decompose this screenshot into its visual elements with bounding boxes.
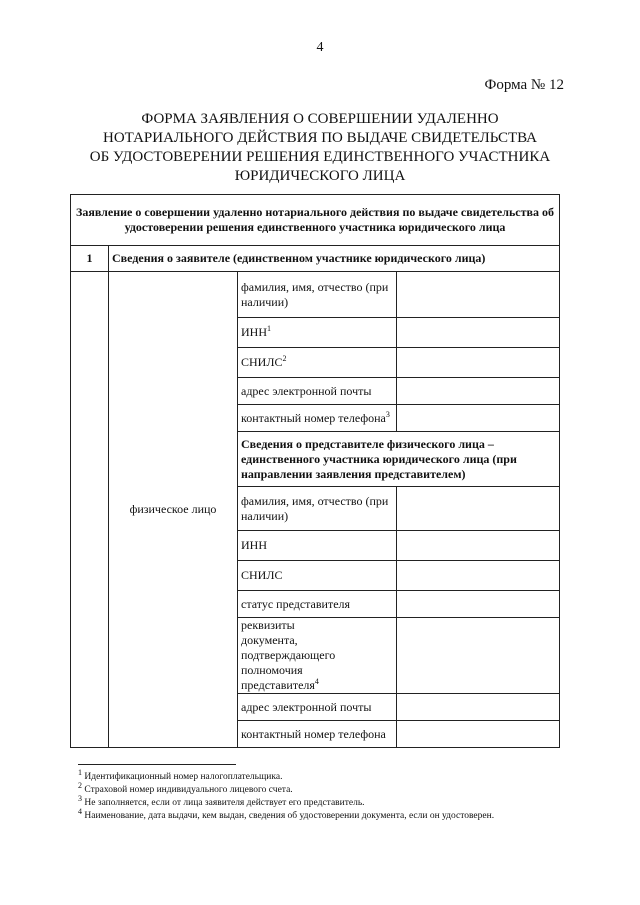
field-label: фамилия, имя, отчество (при наличии) bbox=[238, 272, 397, 318]
table-header: Заявление о совершении удаленно нотариального действия по выдаче свидетельства об удостоверении решения единственного участника юридического лица bbox=[71, 195, 560, 246]
section-row bbox=[71, 246, 560, 272]
empty-number-cell bbox=[71, 272, 109, 748]
field-label: СНИЛС bbox=[238, 561, 397, 591]
table-header-row bbox=[71, 195, 560, 246]
field-label: контактный номер телефона$^3$ bbox=[238, 405, 397, 432]
section-number: 1 bbox=[71, 246, 109, 272]
field-label: контактный номер телефона bbox=[238, 721, 397, 748]
row-label-physical-person: физическое лицо bbox=[109, 272, 238, 748]
footnote: $^4$ Наименование, дата выдачи, кем выдан, сведения об удостоверении документа, если он удостоверен. bbox=[78, 806, 495, 821]
title-line: ОБ УДОСТОВЕРЕНИИ РЕШЕНИЯ ЕДИНСТВЕННОГО УЧАСТНИКА bbox=[89, 149, 551, 165]
field-value-cell[interactable] bbox=[397, 487, 560, 531]
footnote-divider bbox=[78, 764, 236, 765]
field-label: реквизиты документа, подтверждающего полномочия представителя$^4$ bbox=[238, 618, 397, 694]
field-value-cell[interactable] bbox=[397, 531, 560, 561]
field-value-cell[interactable] bbox=[397, 405, 560, 432]
title-line: ЮРИДИЧЕСКОГО ЛИЦА bbox=[234, 168, 406, 184]
field-value-cell[interactable] bbox=[397, 318, 560, 348]
document-title bbox=[60, 110, 580, 186]
field-value-cell[interactable] bbox=[397, 378, 560, 405]
field-value-cell[interactable] bbox=[397, 561, 560, 591]
field-label: статус представителя bbox=[238, 591, 397, 618]
field-label: адрес электронной почты bbox=[238, 694, 397, 721]
footnote: $^2$ Страховой номер индивидуального лицевого счета. bbox=[78, 780, 293, 795]
representative-section-title: Сведения о представителе физического лица – единственного участника юридического лица (при направлении заявления представителем) bbox=[238, 432, 560, 487]
field-value-cell[interactable] bbox=[397, 272, 560, 318]
field-value-cell[interactable] bbox=[397, 721, 560, 748]
title-line: ФОРМА ЗАЯВЛЕНИЯ О СОВЕРШЕНИИ УДАЛЕННО bbox=[141, 111, 499, 127]
field-label: ИНН bbox=[238, 531, 397, 561]
field-value-cell[interactable] bbox=[397, 694, 560, 721]
field-label: ИНН$^1$ bbox=[238, 318, 397, 348]
field-label: СНИЛС$^2$ bbox=[238, 348, 397, 378]
section-title: Сведения о заявителе (единственном участнике юридического лица) bbox=[109, 246, 560, 272]
field-value-cell[interactable] bbox=[397, 348, 560, 378]
field-label: адрес электронной почты bbox=[238, 378, 397, 405]
footnote: $^3$ Не заполняется, если от лица заявителя действует его представитель. bbox=[78, 793, 365, 808]
footnote: $^1$ Идентификационный номер налогоплательщика. bbox=[78, 767, 283, 782]
page-number: 4 bbox=[316, 40, 324, 55]
form-number: Форма № 12 bbox=[484, 77, 564, 93]
title-line: НОТАРИАЛЬНОГО ДЕЙСТВИЯ ПО ВЫДАЧЕ СВИДЕТЕЛЬСТВА bbox=[102, 130, 538, 146]
field-value-cell[interactable] bbox=[397, 591, 560, 618]
footnotes bbox=[78, 767, 578, 823]
application-form-table bbox=[70, 194, 560, 748]
table-row bbox=[71, 272, 560, 318]
field-value-cell[interactable] bbox=[397, 618, 560, 694]
field-label: фамилия, имя, отчество (при наличии) bbox=[238, 487, 397, 531]
